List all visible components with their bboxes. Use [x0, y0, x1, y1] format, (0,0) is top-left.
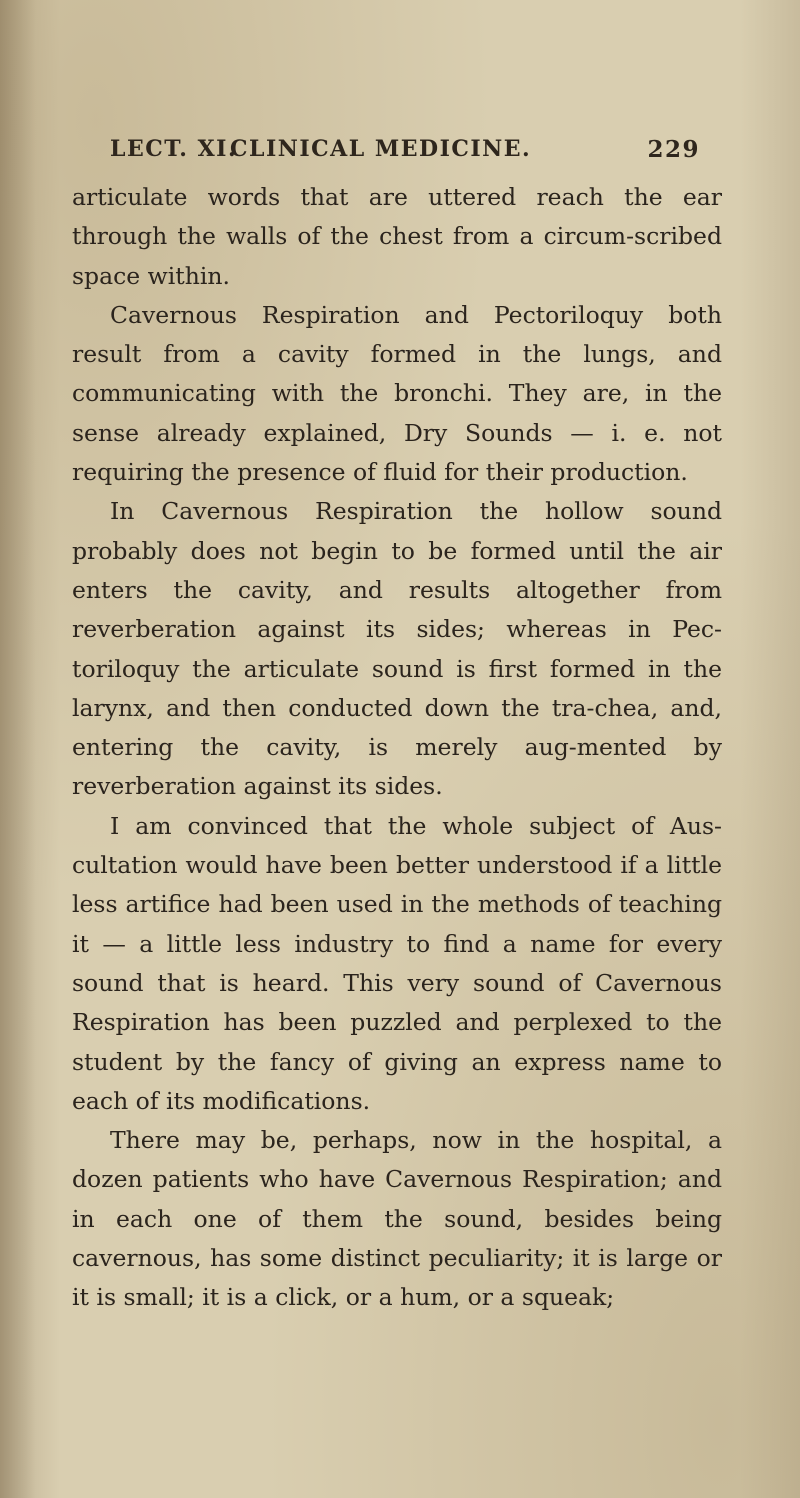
lecture-number: LECT. XI. — [110, 136, 238, 162]
paragraph-continued: articulate words that are uttered reach the ear through the walls of the chest from a circum-scribed space within. — [72, 183, 722, 290]
paragraph: In Cavernous Respiration the hollow sound probably does not begin to be formed until the air enters the cavity, and results altogether from reverberation against its sides; whereas in Pec-toriloquy the articulate sound is first formed in the larynx, and then conducted down the tra-chea, and, entering the cavity, is merely aug-mented by reverberation against its sides. — [72, 497, 722, 801]
running-title: CLINICAL MEDICINE. — [230, 136, 532, 162]
page-number: 229 — [647, 136, 700, 163]
paragraph: There may be, perhaps, now in the hospital, a dozen patients who have Cavernous Respiration; and in each one of them the sound, besides being cavernous, has some distinct peculiarity; it is large or it is small; it is a click, or a hum, or a squeak; — [72, 1126, 722, 1312]
page-edge-shadow — [0, 0, 36, 1498]
paragraph: I am convinced that the whole subject of Aus-cultation would have been better understood if a little less artifice had been used in the methods of teaching it — a little less industry to find a name for every sound that is heard. This very sound of Cavernous Respiration has been puzzled and perplexed to the student by the fancy of giving an express name to each of its modifications. — [72, 811, 722, 1115]
running-header — [110, 136, 710, 176]
paragraph: Cavernous Respiration and Pectoriloquy both result from a cavity formed in the lungs, and communicating with the bronchi. They are, in the sense already explained, Dry Sounds — i. e. not requiring the presence of fluid for their production. — [72, 300, 722, 487]
body-text — [72, 178, 722, 1318]
